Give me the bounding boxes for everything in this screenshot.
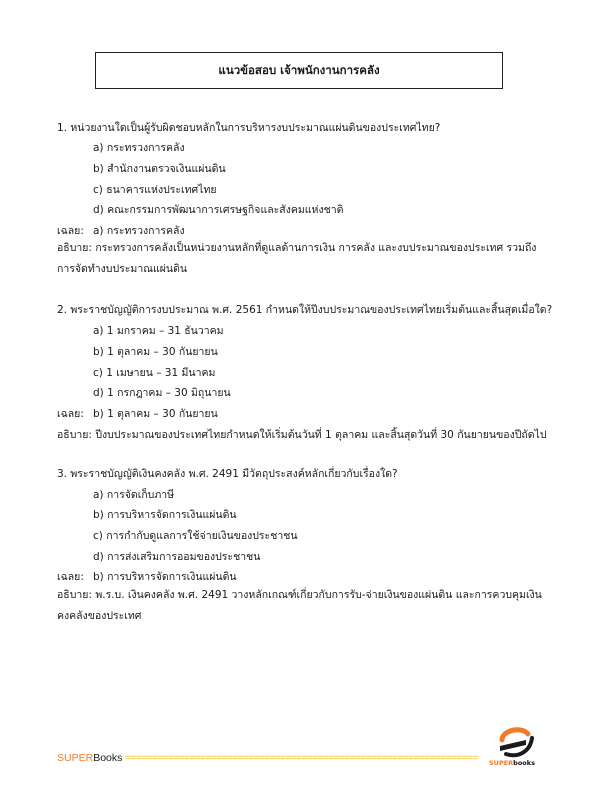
explain-label: อธิบาย:	[57, 242, 92, 254]
question-1-option-c: c) ธนาคารแห่งประเทศไทย	[93, 184, 217, 196]
answer-value: a) กระทรวงการคลัง	[93, 225, 185, 237]
logo-text: SUPERbooks	[489, 759, 535, 767]
question-3-option-d: d) การส่งเสริมการออมของประชาชน	[93, 551, 261, 563]
question-3-explanation	[57, 585, 552, 627]
answer-label: เฉลย:	[57, 408, 84, 420]
question-2-option-a: a) 1 มกราคม – 31 ธันวาคม	[93, 325, 224, 337]
question-2-explanation	[57, 428, 547, 442]
explanation-text: กระทรวงการคลังเป็นหน่วยงานหลักที่ดูแลด้านการเงิน การคลัง และงบประมาณของประเทศ รวมถึงการจัดทำงบประมาณแผ่นดิน	[57, 242, 537, 275]
question-2-option-c: c) 1 เมษายน – 31 มีนาคม	[93, 367, 216, 379]
footer-brand-super: SUPER	[57, 752, 94, 764]
question-1: 1. หน่วยงานใดเป็นผู้รับผิดชอบหลักในการบริหารงบประมาณแผ่นดินของประเทศไทย?	[57, 122, 441, 134]
question-2: 2. พระราชบัญญัติการงบประมาณ พ.ศ. 2561 กำหนดให้ปีงบประมาณของประเทศไทยเริ่มต้นและสิ้นสุดเมื่อใด?	[57, 304, 553, 316]
answer-value: b) 1 ตุลาคม – 30 กันยายน	[93, 408, 218, 420]
page-title: แนวข้อสอบ เจ้าพนักงานการคลัง	[218, 63, 380, 77]
question-3: 3. พระราชบัญญัติเงินคงคลัง พ.ศ. 2491 มีวัตถุประสงค์หลักเกี่ยวกับเรื่องใด?	[57, 468, 398, 480]
answer-value: b) การบริหารจัดการเงินแผ่นดิน	[93, 571, 237, 583]
question-1-explanation	[57, 238, 552, 280]
answer-label: เฉลย:	[57, 571, 84, 583]
superbooks-logo	[488, 726, 548, 771]
footer-brand-books: Books	[93, 752, 123, 764]
question-2-option-d: d) 1 กรกฎาคม – 30 มิถุนายน	[93, 387, 231, 399]
question-2-answer	[57, 407, 218, 421]
logo-swoosh-icon	[496, 726, 536, 760]
question-3-option-c: c) การกำกับดูแลการใช้จ่ายเงินของประชาชน	[93, 530, 298, 542]
explanation-text: ปีงบประมาณของประเทศไทยกำหนดให้เริ่มต้นวันที่ 1 ตุลาคม และสิ้นสุดวันที่ 30 กันยายนของปีถัดไป	[95, 429, 547, 441]
question-1-option-d: d) คณะกรรมการพัฒนาการเศรษฐกิจและสังคมแห่งชาติ	[93, 204, 344, 216]
footer-divider: ==================================================================	[125, 753, 478, 764]
question-3-option-b: b) การบริหารจัดการเงินแผ่นดิน	[93, 509, 237, 521]
explanation-text: พ.ร.บ. เงินคงคลัง พ.ศ. 2491 วางหลักเกณฑ์เกี่ยวกับการรับ-จ่ายเงินของแผ่นดิน และการควบคุมเงินคงคลังของประเทศ	[57, 589, 542, 622]
question-1-answer	[57, 224, 185, 238]
title-box	[95, 52, 503, 89]
question-2-option-b: b) 1 ตุลาคม – 30 กันยายน	[93, 346, 218, 358]
footer	[57, 752, 478, 764]
question-3-answer	[57, 570, 237, 584]
question-1-option-a: a) กระทรวงการคลัง	[93, 142, 185, 154]
question-1-option-b: b) สำนักงานตรวจเงินแผ่นดิน	[93, 163, 226, 175]
explain-label: อธิบาย:	[57, 429, 92, 441]
answer-label: เฉลย:	[57, 225, 84, 237]
explain-label: อธิบาย:	[57, 589, 92, 601]
question-3-option-a: a) การจัดเก็บภาษี	[93, 489, 175, 501]
